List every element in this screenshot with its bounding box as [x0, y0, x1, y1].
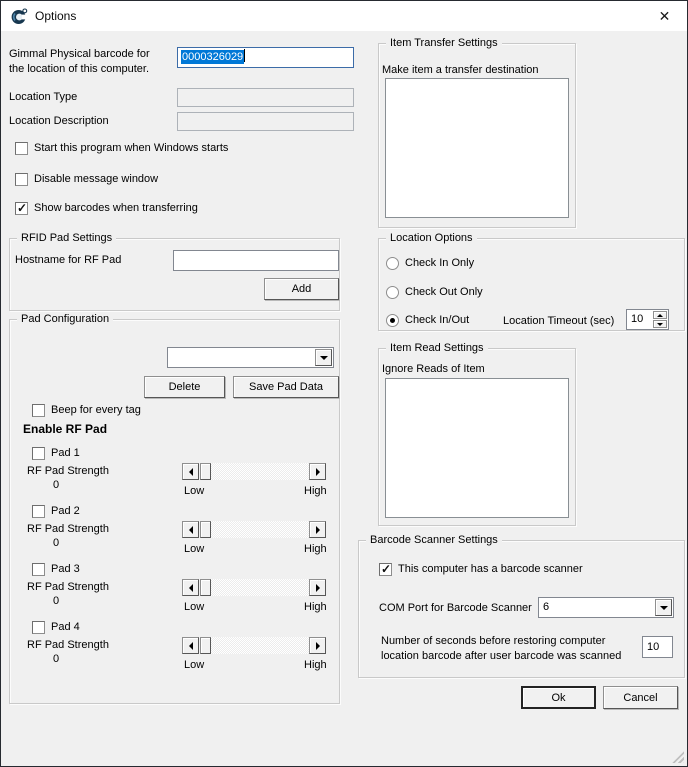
item-transfer-settings-title: Item Transfer Settings: [386, 37, 502, 50]
item-read-settings-title: Item Read Settings: [386, 342, 488, 355]
pad2-strength-label: RF Pad Strength: [27, 523, 109, 535]
spinner-up-icon[interactable]: [653, 311, 667, 319]
pad1-high-label: High: [304, 485, 327, 497]
checkbox-box: [15, 173, 28, 186]
checkbox-beep-every-tag[interactable]: [32, 403, 141, 417]
location-timeout-value: 10: [631, 313, 644, 325]
cancel-button[interactable]: Cancel: [603, 686, 678, 709]
slider-track[interactable]: [211, 521, 309, 538]
pad3-low-label: Low: [184, 601, 205, 613]
checkbox-disable-message-window[interactable]: [15, 172, 158, 186]
location-type-label: Location Type: [9, 91, 78, 103]
close-button[interactable]: ✕: [658, 7, 671, 24]
pad3-strength-value: 0: [53, 595, 60, 607]
checkbox-start-with-windows[interactable]: [15, 141, 228, 155]
pad3-high-label: High: [304, 601, 327, 613]
slider-thumb[interactable]: [200, 579, 211, 596]
radio-check-in-out[interactable]: [386, 313, 469, 327]
slider-left-arrow-icon[interactable]: [182, 637, 199, 654]
add-button[interactable]: Add: [264, 278, 339, 300]
barcode-label-line2: the location of this computer.: [9, 63, 150, 75]
dropdown-arrow-icon[interactable]: [315, 349, 332, 366]
restore-seconds-input[interactable]: 10: [642, 636, 673, 658]
pad1-strength-value: 0: [53, 479, 60, 491]
ignore-reads-caption: Ignore Reads of Item: [382, 363, 485, 375]
radio-label: Check In Only: [405, 257, 475, 269]
radio-dot-selected: [386, 314, 399, 327]
checkbox-label: Pad 1: [51, 447, 80, 459]
slider-track[interactable]: [211, 463, 309, 480]
checkbox-box-checked: [15, 202, 28, 215]
radio-check-out-only[interactable]: [386, 285, 483, 299]
window-title: Options: [35, 9, 77, 23]
checkbox-box: [32, 621, 45, 634]
ignore-reads-listbox[interactable]: [385, 378, 569, 518]
pad1-strength-label: RF Pad Strength: [27, 465, 109, 477]
pad4-low-label: Low: [184, 659, 205, 671]
location-type-input: [177, 88, 354, 107]
ok-button[interactable]: Ok: [521, 686, 596, 709]
radio-label: Check Out Only: [405, 286, 483, 298]
pad4-strength-slider[interactable]: [182, 637, 326, 654]
pad2-strength-value: 0: [53, 537, 60, 549]
checkbox-label: This computer has a barcode scanner: [398, 563, 583, 575]
slider-thumb[interactable]: [200, 637, 211, 654]
slider-track[interactable]: [211, 637, 309, 654]
com-port-value: 6: [543, 601, 550, 613]
title-bar: [1, 1, 687, 31]
barcode-label-line1: Gimmal Physical barcode for: [9, 48, 150, 60]
spinner-down-icon[interactable]: [653, 320, 667, 328]
pad3-strength-slider[interactable]: [182, 579, 326, 596]
pad1-strength-slider[interactable]: [182, 463, 326, 480]
pad-configuration-title: Pad Configuration: [17, 313, 113, 326]
location-timeout-spinner[interactable]: [626, 309, 669, 330]
location-description-input: [177, 112, 354, 131]
checkbox-label: Start this program when Windows starts: [34, 142, 229, 154]
app-logo-icon: [11, 8, 28, 25]
checkbox-box: [32, 505, 45, 518]
slider-left-arrow-icon[interactable]: [182, 521, 199, 538]
barcode-input[interactable]: [177, 47, 354, 68]
checkbox-label: Disable message window: [34, 173, 159, 185]
checkbox-box: [32, 404, 45, 417]
rfid-pad-settings-title: RFID Pad Settings: [17, 232, 116, 245]
radio-dot: [386, 286, 399, 299]
slider-track[interactable]: [211, 579, 309, 596]
slider-thumb[interactable]: [200, 521, 211, 538]
slider-right-arrow-icon[interactable]: [309, 521, 326, 538]
radio-check-in-only[interactable]: [386, 256, 474, 270]
slider-left-arrow-icon[interactable]: [182, 579, 199, 596]
radio-dot: [386, 257, 399, 270]
checkbox-label: Pad 4: [51, 621, 80, 633]
pad2-checkbox[interactable]: [32, 504, 80, 518]
checkbox-box: [32, 563, 45, 576]
resize-grip[interactable]: [671, 750, 684, 763]
pad3-strength-label: RF Pad Strength: [27, 581, 109, 593]
rfid-pad-settings-group: [9, 232, 340, 311]
slider-right-arrow-icon[interactable]: [309, 579, 326, 596]
location-timeout-label: Location Timeout (sec): [503, 315, 615, 327]
checkbox-label: Beep for every tag: [51, 404, 141, 416]
text-caret: [244, 49, 245, 62]
checkbox-box: [32, 447, 45, 460]
pad1-low-label: Low: [184, 485, 205, 497]
checkbox-label: Show barcodes when transferring: [34, 202, 198, 214]
checkbox-box: [15, 142, 28, 155]
restore-label-line2: location barcode after user barcode was scanned: [381, 650, 622, 662]
pad4-high-label: High: [304, 659, 327, 671]
slider-thumb[interactable]: [200, 463, 211, 480]
pad2-strength-slider[interactable]: [182, 521, 326, 538]
slider-right-arrow-icon[interactable]: [309, 463, 326, 480]
checkbox-box-checked: [379, 563, 392, 576]
radio-label: Check In/Out: [405, 314, 470, 326]
com-port-label: COM Port for Barcode Scanner: [379, 602, 532, 614]
location-description-label: Location Description: [9, 115, 109, 127]
hostname-input[interactable]: [173, 250, 339, 271]
slider-right-arrow-icon[interactable]: [309, 637, 326, 654]
hostname-label: Hostname for RF Pad: [15, 254, 122, 266]
save-pad-data-button[interactable]: Save Pad Data: [233, 376, 339, 398]
pad4-checkbox[interactable]: [32, 620, 80, 634]
transfer-destination-listbox[interactable]: [385, 78, 569, 218]
pad4-strength-label: RF Pad Strength: [27, 639, 109, 651]
checkbox-show-barcodes[interactable]: [15, 201, 198, 215]
pad-select-dropdown[interactable]: [167, 347, 334, 368]
barcode-input-selected-text: 0000326029: [182, 51, 244, 63]
pad1-checkbox[interactable]: [32, 446, 80, 460]
location-options-title: Location Options: [386, 232, 477, 245]
slider-left-arrow-icon[interactable]: [182, 463, 199, 480]
restore-label-line1: Number of seconds before restoring computer: [381, 635, 606, 647]
transfer-destination-caption: Make item a transfer destination: [382, 64, 539, 76]
pad3-checkbox[interactable]: [32, 562, 80, 576]
pad4-strength-value: 0: [53, 653, 60, 665]
barcode-scanner-settings-title: Barcode Scanner Settings: [366, 534, 502, 547]
com-port-dropdown[interactable]: [538, 597, 674, 618]
enable-rf-pad-heading: Enable RF Pad: [23, 422, 108, 436]
checkbox-has-barcode-scanner[interactable]: [379, 562, 583, 576]
pad2-low-label: Low: [184, 543, 205, 555]
delete-button[interactable]: Delete: [144, 376, 225, 398]
dropdown-arrow-icon[interactable]: [655, 599, 672, 616]
checkbox-label: Pad 2: [51, 505, 80, 517]
checkbox-label: Pad 3: [51, 563, 80, 575]
pad2-high-label: High: [304, 543, 327, 555]
